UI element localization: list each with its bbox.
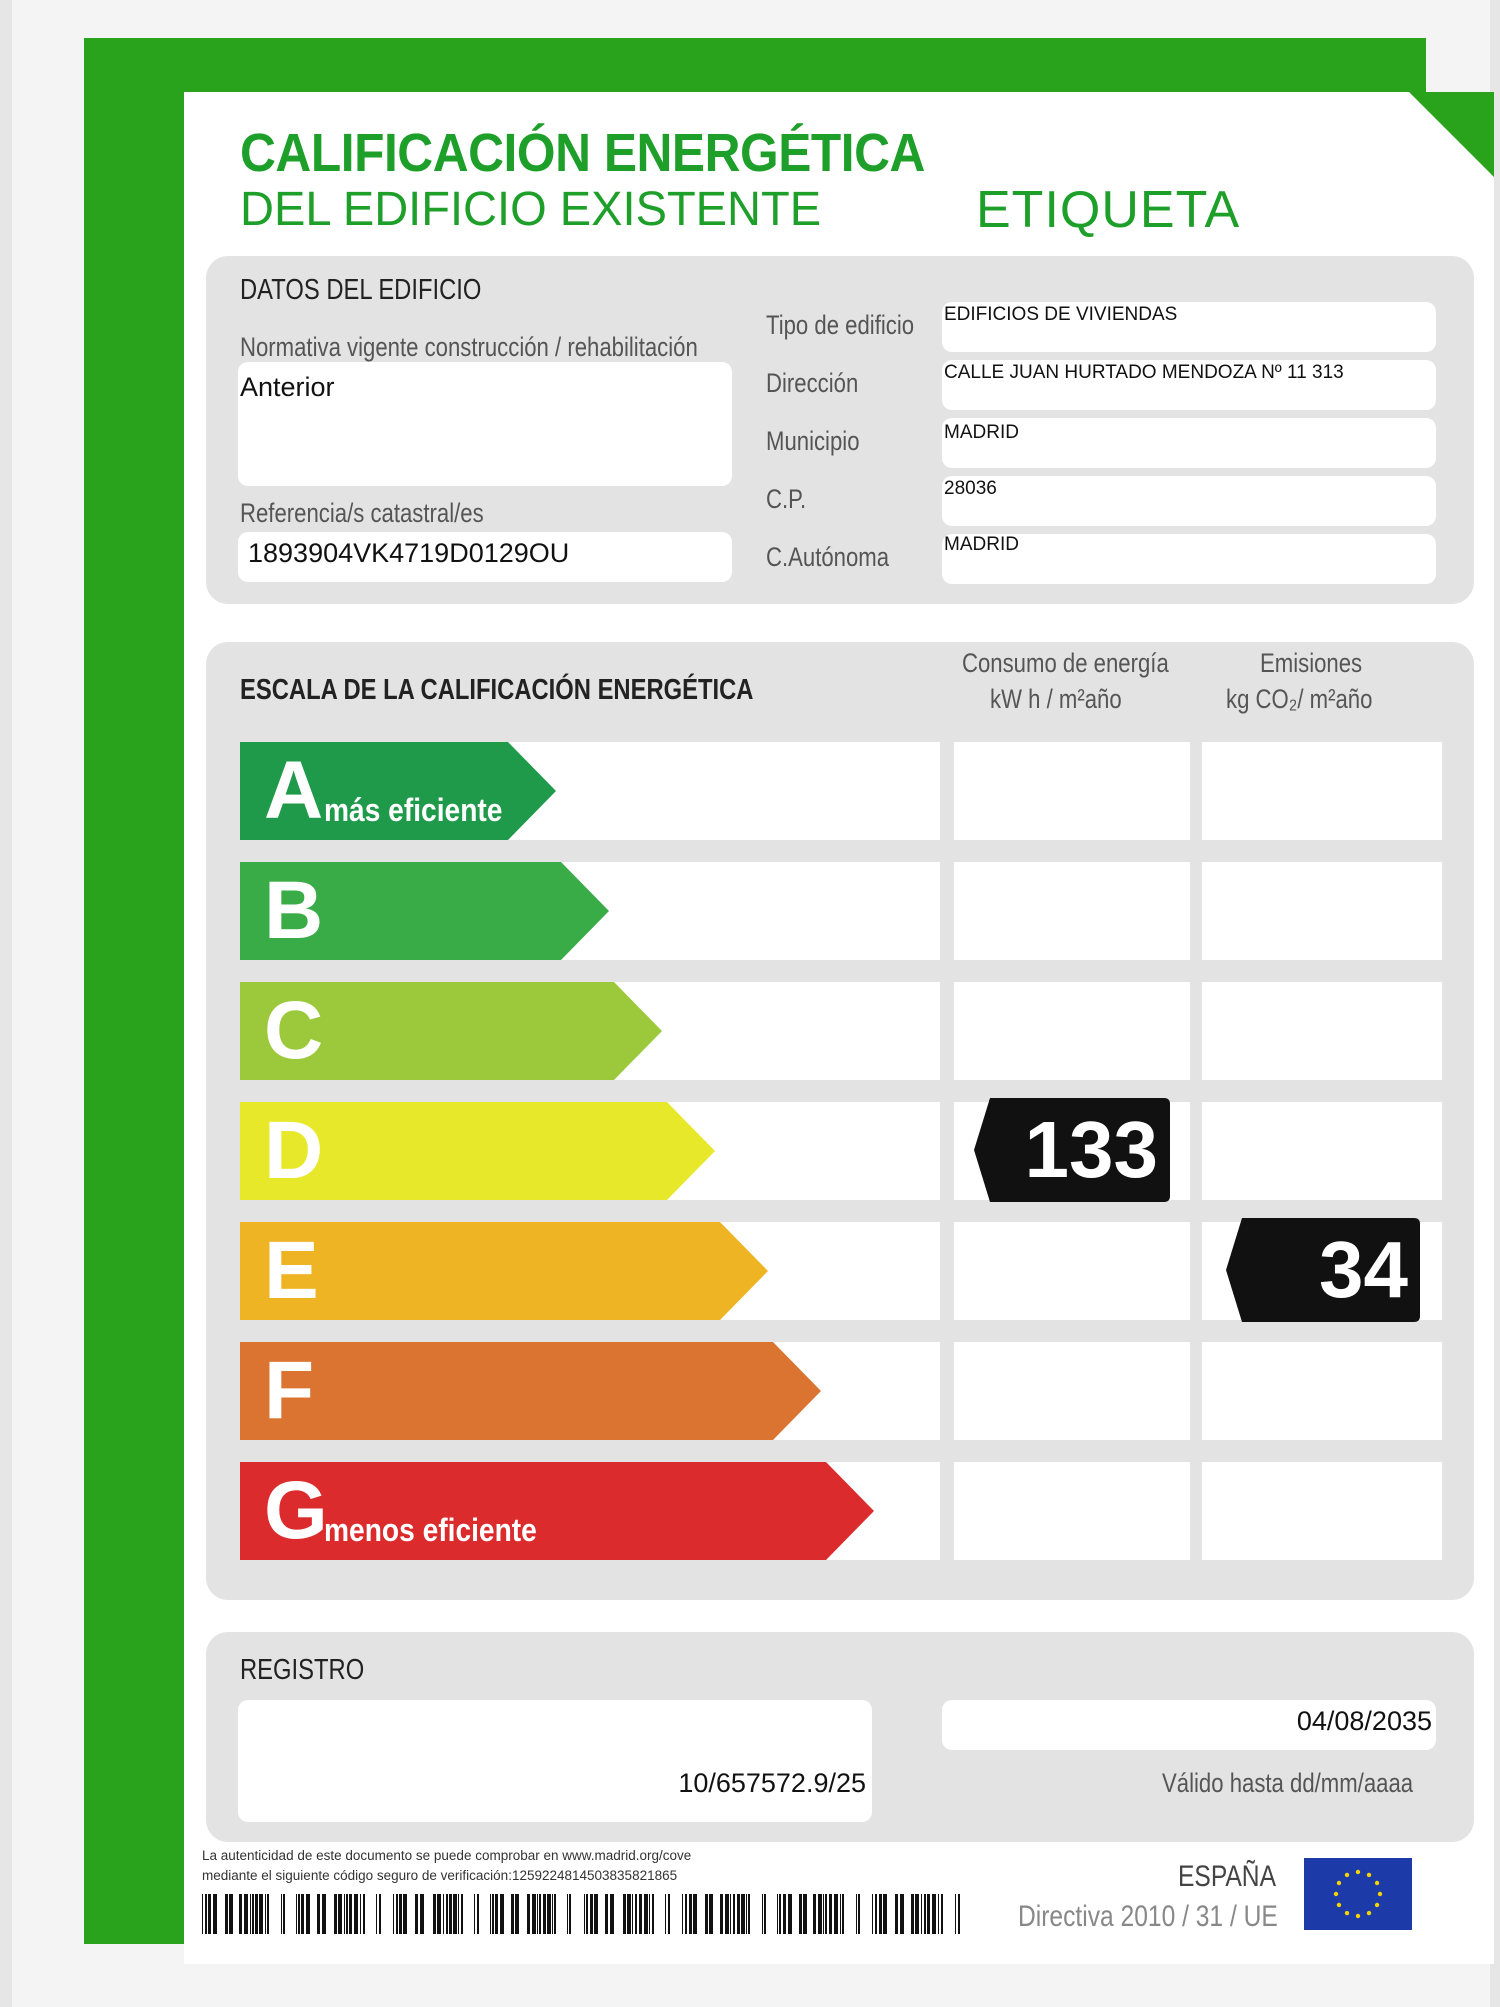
postal-code-label: C.P. — [766, 484, 807, 514]
class-bar-f — [240, 1342, 821, 1440]
eu-star-icon — [1337, 1881, 1341, 1885]
class-description: más eficiente — [324, 792, 503, 828]
class-bar-a — [240, 742, 556, 840]
cadastral-value: 1893904VK4719D0129OU — [248, 538, 570, 568]
class-arrow-f — [240, 1342, 821, 1440]
region-label: C.Autónoma — [766, 542, 890, 572]
class-letter: C — [264, 985, 324, 1076]
class-arrow-shape — [240, 1342, 821, 1440]
corner-triangle-icon — [1409, 92, 1494, 177]
eu-flag-icon — [1304, 1858, 1412, 1930]
address-label: Dirección — [766, 368, 859, 398]
municipality-value: MADRID — [944, 422, 1019, 443]
class-letter: E — [264, 1225, 319, 1316]
valid-until-label: Válido hasta dd/mm/aaaa — [1162, 1768, 1414, 1798]
class-letter: D — [264, 1105, 324, 1196]
eu-star-icon — [1367, 1873, 1371, 1877]
emissions-cell — [1202, 1102, 1442, 1200]
emissions-cell — [1202, 1342, 1442, 1440]
class-letter: G — [264, 1465, 328, 1556]
energy-label-sheet — [184, 92, 1494, 1964]
postal-code-box — [942, 476, 1436, 526]
authenticity-note-line1: La autenticidad de este documento se puede comprobar en www.madrid.org/cove — [202, 1848, 692, 1863]
class-letter: B — [264, 865, 324, 956]
emissions-cell — [1202, 862, 1442, 960]
eu-star-icon — [1375, 1881, 1379, 1885]
emissions-cell — [1202, 982, 1442, 1080]
class-bar-d — [240, 1102, 715, 1200]
municipality-box — [942, 418, 1436, 468]
eu-star-icon — [1345, 1873, 1349, 1877]
type-label: Tipo de edificio — [766, 310, 915, 340]
energy-cell — [954, 1222, 1190, 1320]
energy-scale-panel — [206, 642, 1474, 1600]
address-value: CALLE JUAN HURTADO MENDOZA Nº 11 313 — [944, 362, 1344, 383]
eu-star-icon — [1367, 1911, 1371, 1915]
registry-number-box — [238, 1700, 872, 1822]
scale-title: ESCALA DE LA CALIFICACIÓN ENERGÉTICA — [240, 674, 754, 706]
energy-marker — [974, 1098, 1170, 1202]
address-box — [942, 360, 1436, 410]
label-title: CALIFICACIÓN ENERGÉTICA — [240, 123, 925, 183]
class-bar-g — [240, 1462, 874, 1560]
class-arrow-e — [240, 1222, 768, 1320]
valid-date-box — [942, 1700, 1436, 1750]
label-etiqueta: ETIQUETA — [976, 181, 1241, 239]
valid-date: 04/08/2035 — [1296, 1706, 1432, 1736]
norm-value: Anterior — [240, 372, 335, 402]
region-box — [942, 534, 1436, 584]
class-bar-b — [240, 862, 609, 960]
norm-box — [238, 362, 732, 486]
label-subtitle: DEL EDIFICIO EXISTENTE — [240, 183, 822, 236]
type-box — [942, 302, 1436, 352]
eu-star-icon — [1375, 1903, 1379, 1907]
cadastral-label: Referencia/s catastral/es — [240, 498, 484, 528]
eu-star-icon — [1356, 1870, 1360, 1874]
eu-star-icon — [1356, 1914, 1360, 1918]
energy-label-frame — [84, 38, 1432, 1944]
directive-label: Directiva 2010 / 31 / UE — [1018, 1900, 1278, 1933]
barcode-icon — [202, 1894, 964, 1934]
energy-cell — [954, 862, 1190, 960]
energy-marker-value: 133 — [1024, 1105, 1158, 1194]
country-label: ESPAÑA — [1178, 1860, 1276, 1893]
authenticity-note-line2: mediante el siguiente código seguro de verificación:1259224814503835821865 — [202, 1868, 678, 1883]
eu-star-icon — [1337, 1903, 1341, 1907]
type-value: EDIFICIOS DE VIVIENDAS — [944, 304, 1178, 325]
class-bar-c — [240, 982, 662, 1080]
building-section-title: DATOS DEL EDIFICIO — [240, 274, 482, 306]
registry-section-title: REGISTRO — [240, 1654, 365, 1686]
building-data-panel — [206, 256, 1474, 604]
region-value: MADRID — [944, 534, 1019, 555]
emissions-column-header-1: Emisiones — [1260, 648, 1363, 678]
class-description: menos eficiente — [324, 1512, 537, 1548]
emissions-cell — [1202, 1462, 1442, 1560]
energy-cell — [954, 1342, 1190, 1440]
class-arrow-shape — [240, 1222, 768, 1320]
page-edge-left — [0, 0, 12, 2007]
energy-column-header-2: kW h / m²año — [990, 684, 1122, 714]
eu-star-icon — [1334, 1892, 1338, 1896]
class-bar-e — [240, 1222, 768, 1320]
energy-cell — [954, 1462, 1190, 1560]
emissions-marker — [1226, 1218, 1420, 1322]
registry-number: 10/657572.9/25 — [678, 1768, 866, 1798]
municipality-label: Municipio — [766, 426, 860, 456]
emissions-column-header-2: kg CO₂/ m²año — [1226, 684, 1373, 714]
registry-panel — [206, 1632, 1474, 1842]
energy-cell — [954, 742, 1190, 840]
postal-code-value: 28036 — [944, 478, 997, 499]
cadastral-box — [238, 532, 732, 582]
eu-star-icon — [1345, 1911, 1349, 1915]
emissions-cell — [1202, 742, 1442, 840]
energy-column-header-1: Consumo de energía — [962, 648, 1169, 678]
eu-star-icon — [1378, 1892, 1382, 1896]
norm-label: Normativa vigente construcción / rehabilitación — [240, 332, 698, 362]
class-letter: F — [264, 1345, 315, 1436]
class-letter: A — [264, 745, 324, 836]
emissions-marker-value: 34 — [1319, 1225, 1408, 1314]
energy-cell — [954, 982, 1190, 1080]
